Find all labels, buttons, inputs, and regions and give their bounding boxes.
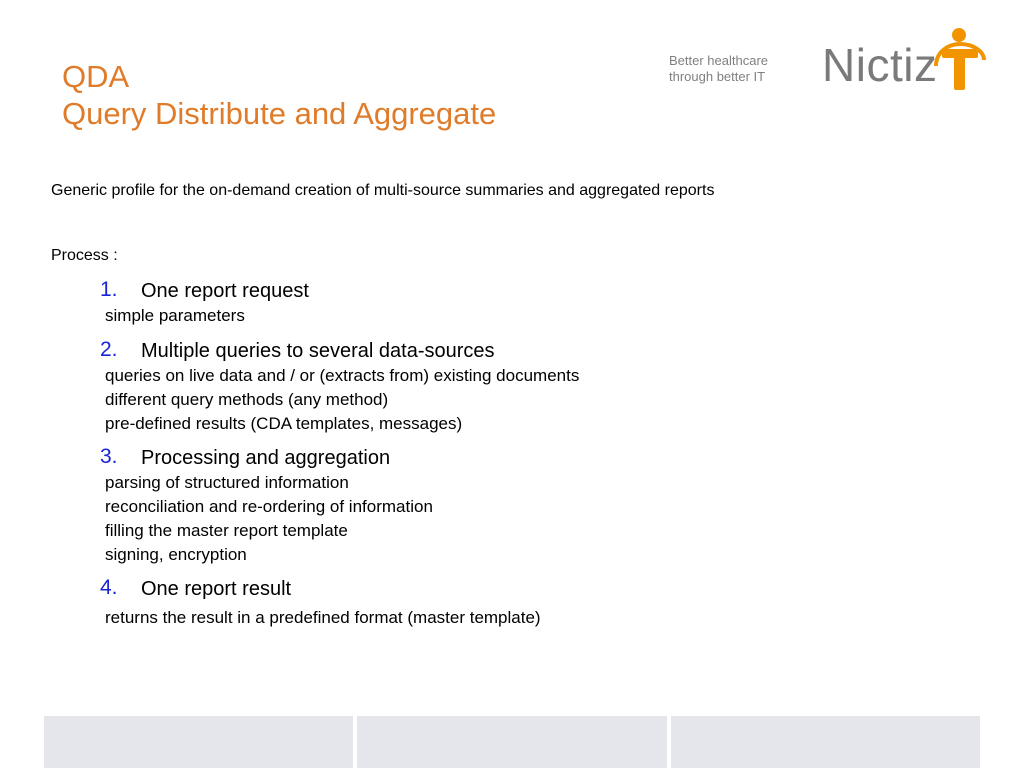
step-detail: queries on live data and / or (extracts from) existing documents xyxy=(105,366,580,385)
step-3-details xyxy=(105,471,433,567)
step-detail: pre-defined results (CDA templates, messages) xyxy=(105,414,463,433)
step-detail: simple parameters xyxy=(105,306,245,325)
slide-title xyxy=(62,58,496,132)
step-detail: returns the result in a predefined format (master template) xyxy=(105,608,541,627)
step-4-details xyxy=(105,606,541,630)
step-number: 3. xyxy=(100,445,118,468)
step-detail: parsing of structured information xyxy=(105,473,349,492)
footer-band xyxy=(44,716,980,768)
profile-description: Generic profile for the on-demand creation of multi-source summaries and aggregated reports xyxy=(51,182,715,199)
step-label: Multiple queries to several data-sources xyxy=(141,340,495,362)
footer-cell xyxy=(357,716,666,768)
step-label: Processing and aggregation xyxy=(141,447,391,469)
step-detail: filling the master report template xyxy=(105,521,348,540)
process-label: Process : xyxy=(51,247,118,264)
step-detail: different query methods (any method) xyxy=(105,390,389,409)
step-1-details xyxy=(105,304,245,328)
step-number: 2. xyxy=(100,338,118,361)
nictiz-logo xyxy=(820,26,988,92)
footer-cell xyxy=(44,716,353,768)
step-label: One report result xyxy=(141,578,292,600)
tagline-line-1: Better healthcare xyxy=(669,53,769,68)
step-detail: reconciliation and re-ordering of information xyxy=(105,497,433,516)
title-line-1: QDA xyxy=(62,59,130,94)
step-number: 1. xyxy=(100,278,118,301)
step-label: One report request xyxy=(141,280,309,302)
step-number: 4. xyxy=(100,576,118,599)
step-2-details xyxy=(105,364,579,436)
logo-i-t-icon xyxy=(930,26,988,92)
brand-tagline xyxy=(669,53,768,85)
title-line-2: Query Distribute and Aggregate xyxy=(62,96,497,131)
logo-wordmark: Nictiz xyxy=(822,39,938,91)
step-detail: signing, encryption xyxy=(105,545,247,564)
footer-cell xyxy=(671,716,980,768)
tagline-line-2: through better IT xyxy=(669,69,766,84)
